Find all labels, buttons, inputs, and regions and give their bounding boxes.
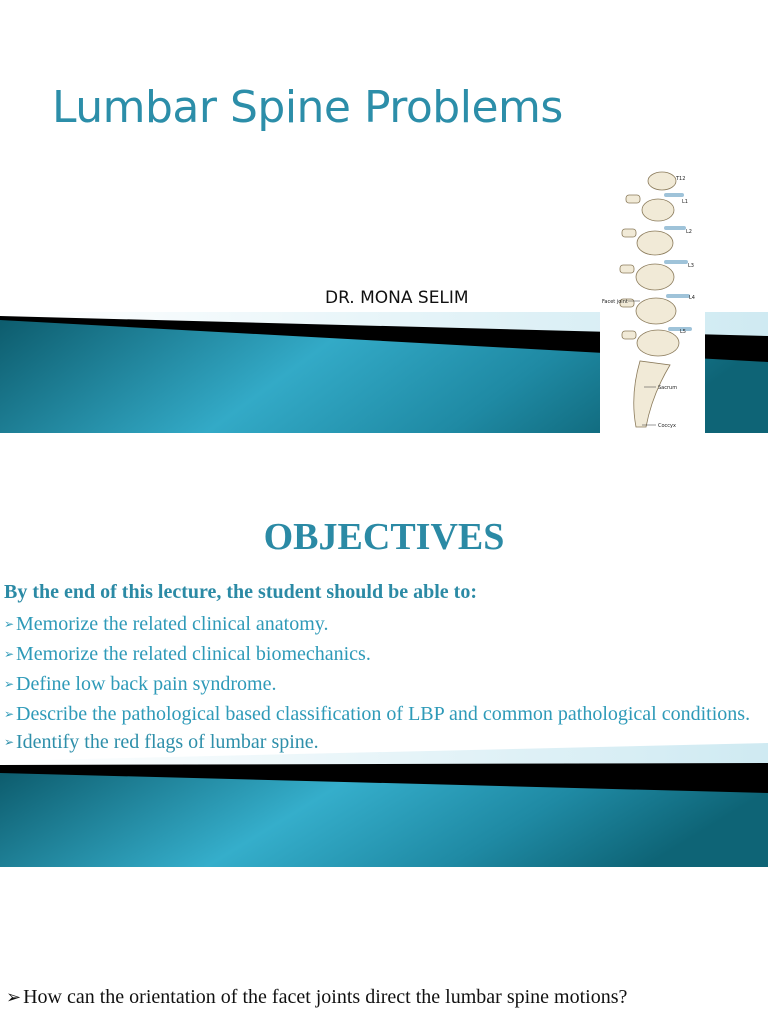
list-item [4, 671, 764, 697]
vertebra-l3 [636, 264, 674, 290]
vertebra-l2 [637, 231, 673, 255]
list-item-text: Identify the red flags of lumbar spine. [16, 731, 319, 753]
list-item [4, 641, 764, 667]
spine-label: L4 [689, 295, 695, 301]
spine-label: Facet joint [602, 299, 628, 305]
facet-question-slide [0, 867, 768, 1024]
objectives-heading: OBJECTIVES [263, 516, 505, 558]
process [622, 229, 636, 237]
objectives-slide [0, 433, 768, 867]
spine-drawing [600, 165, 705, 433]
spine-label: T12 [676, 176, 686, 182]
vertebra-t12 [648, 172, 676, 190]
spine-label: L1 [682, 199, 688, 205]
disc [664, 193, 684, 197]
objectives-intro: By the end of this lecture, the student should be able to: [4, 581, 477, 603]
spine-label: L2 [686, 229, 692, 235]
arrow-bullet-icon: ➢ [4, 677, 15, 691]
arrow-bullet-icon: ➢ [4, 707, 15, 721]
list-item [4, 611, 764, 637]
list-item-text: Memorize the related clinical anatomy. [16, 613, 329, 635]
process [626, 195, 640, 203]
arrow-bullet-icon: ➢ [4, 647, 15, 661]
disc [664, 226, 686, 230]
list-item-text: Define low back pain syndrome. [16, 673, 277, 695]
lumbar-spine-illustration [600, 165, 705, 433]
spine-label: Sacrum [658, 385, 678, 391]
disc [666, 294, 690, 298]
question-text: How can the orientation of the facet joints direct the lumbar spine motions? [23, 986, 628, 1008]
arrow-bullet-icon: ➢ [4, 735, 15, 749]
author-name: DR. MONA SELIM [325, 288, 469, 308]
list-item [4, 701, 764, 727]
process [622, 331, 636, 339]
title-slide [0, 0, 768, 433]
objectives-list [4, 611, 764, 759]
spine-label: L3 [688, 263, 694, 269]
vertebra-l4 [636, 298, 676, 324]
sacrum-shape [634, 361, 670, 427]
arrow-bullet-icon: ➢ [6, 987, 22, 1007]
vertebra-l5 [637, 330, 679, 356]
process [620, 265, 634, 273]
facet-question [6, 984, 746, 1010]
vertebra-l1 [642, 199, 674, 221]
list-item [4, 729, 764, 755]
list-item-text: Describe the pathological based classification of LBP and common pathological conditions. [16, 703, 751, 725]
disc [664, 260, 688, 264]
list-item-text: Memorize the related clinical biomechanics. [16, 643, 371, 665]
spine-label: Coccyx [658, 423, 676, 429]
arrow-bullet-icon: ➢ [4, 617, 15, 631]
spine-label: L5 [680, 329, 686, 335]
page-title: Lumbar Spine Problems [52, 82, 563, 133]
